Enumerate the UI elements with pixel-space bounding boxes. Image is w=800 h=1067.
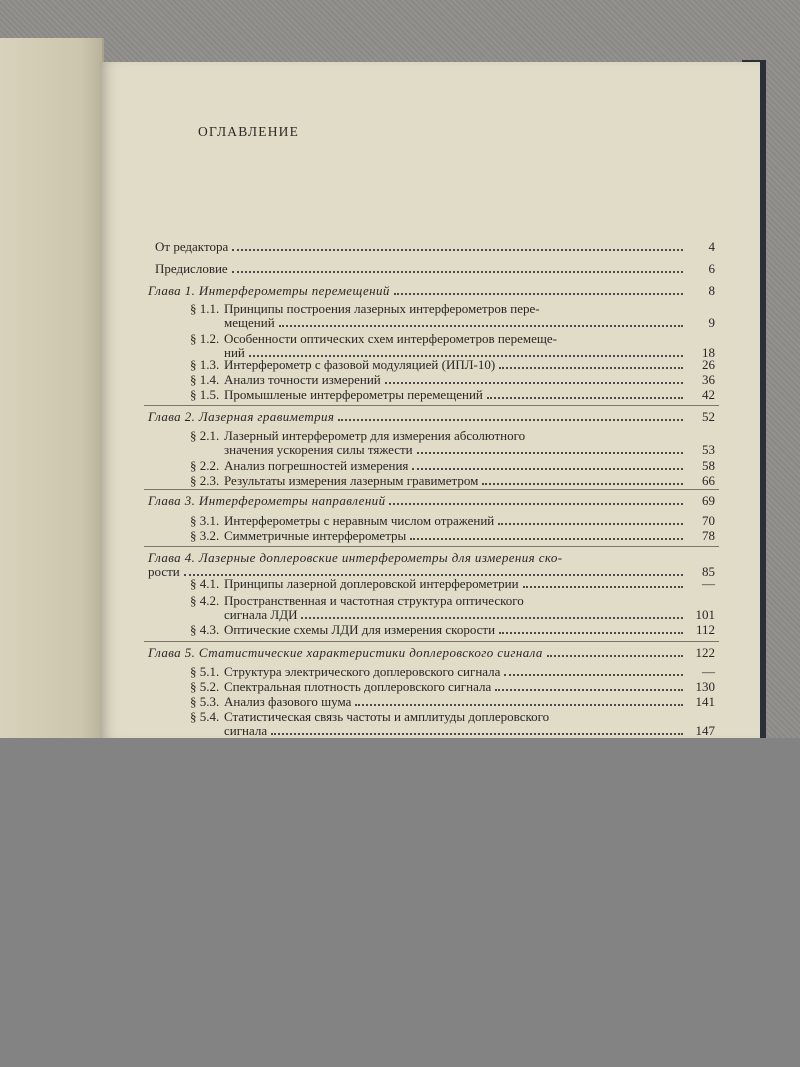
page-title: ОГЛАВЛЕНИЕ: [198, 124, 300, 139]
page-number: 112: [695, 622, 715, 637]
page-number: 53: [702, 442, 715, 457]
page-number: 70: [702, 513, 715, 528]
section-title: Оптические схемы ЛДИ для измерения скорости: [224, 622, 496, 637]
section-number: § 1.1.: [190, 301, 220, 316]
toc-chapter-row: [148, 646, 715, 660]
toc-section-row: [190, 665, 715, 679]
section-title: Симметричные интерферометры: [224, 528, 407, 543]
dot-leader: [385, 381, 683, 384]
section-title: Анализ фазового шума: [224, 694, 352, 709]
chapter-title: Глава 4. Лазерные доплеровские интерферометры для измерения ско-: [148, 550, 563, 565]
section-title: Промышленые интерферометры перемещений: [224, 387, 483, 402]
chapter-title: Глава 1. Интерферометры перемещений: [148, 283, 390, 298]
toc-entry-line: [190, 332, 557, 346]
book-page: [100, 62, 760, 740]
dot-leader: [498, 522, 683, 525]
toc-section-row: [155, 262, 715, 276]
toc-section-row: [224, 316, 715, 330]
section-title: Статистическая связь частоты и амплитуды доплеровского: [224, 709, 550, 724]
toc-section-row: [224, 608, 715, 622]
dot-leader: [271, 732, 683, 735]
page-number: 9: [708, 315, 715, 330]
dot-leader: [523, 585, 683, 588]
section-number: § 2.3.: [190, 473, 220, 488]
section-divider: [144, 405, 719, 406]
page-number: 122: [695, 645, 715, 660]
dot-leader: [487, 396, 683, 399]
section-title: Предисловие: [155, 261, 228, 276]
dot-leader: [499, 366, 683, 369]
section-title: Спектральная плотность доплеровского сигнала: [224, 679, 492, 694]
section-title: Интерферометр с фазовой модуляцией (ИПЛ-10): [224, 357, 496, 372]
section-number: § 5.4.: [190, 709, 220, 724]
section-number: § 5.2.: [190, 679, 220, 694]
page-number: 141: [695, 694, 715, 709]
section-title: Особенности оптических схем интерферометров перемеще-: [224, 331, 557, 346]
page-number: —: [702, 576, 715, 591]
section-number: § 1.2.: [190, 331, 220, 346]
toc-section-row: [190, 459, 715, 473]
chapter-title: Глава 5. Статистические характеристики доплеровского сигнала: [148, 645, 543, 660]
dot-leader: [410, 537, 683, 540]
entry-continuation: рости: [148, 564, 180, 579]
dot-leader: [499, 631, 683, 634]
toc-section-row: [190, 373, 715, 387]
dot-leader: [389, 502, 683, 505]
section-number: § 4.3.: [190, 622, 220, 637]
entry-continuation: ний: [224, 345, 245, 360]
section-number: § 1.3.: [190, 357, 220, 372]
section-number: § 5.3.: [190, 694, 220, 709]
dot-leader: [301, 616, 683, 619]
toc-section-row: [190, 623, 715, 637]
toc-section-row: [224, 724, 715, 738]
page-number: 52: [702, 409, 715, 424]
section-title: Интерферометры с неравным числом отражений: [224, 513, 495, 528]
page-number: 42: [702, 387, 715, 402]
section-number: § 4.2.: [190, 593, 220, 608]
section-divider: [144, 641, 719, 642]
page-number: 58: [702, 458, 715, 473]
section-title: Результаты измерения лазерным гравиметром: [224, 473, 479, 488]
dot-leader: [482, 482, 683, 485]
toc-section-row: [190, 358, 715, 372]
section-number: § 4.1.: [190, 576, 220, 591]
toc-entry-line: [190, 710, 549, 724]
page-number: 69: [702, 493, 715, 508]
section-number: § 2.2.: [190, 458, 220, 473]
section-number: § 3.2.: [190, 528, 220, 543]
toc-section-row: [190, 577, 715, 591]
entry-continuation: сигнала: [224, 723, 268, 738]
toc-entry-line: [190, 302, 540, 316]
entry-continuation: значения ускорения силы тяжести: [224, 442, 413, 457]
dot-leader: [338, 418, 683, 421]
entry-continuation: мещений: [224, 315, 275, 330]
toc-section-row: [155, 240, 715, 254]
section-number: § 5.1.: [190, 664, 220, 679]
section-divider: [144, 489, 719, 490]
toc-section-row: [224, 443, 715, 457]
page-number: 147: [695, 723, 715, 738]
section-title: Структура электрического доплеровского сигнала: [224, 664, 501, 679]
toc-section-row: [190, 529, 715, 543]
section-number: § 1.5.: [190, 387, 220, 402]
section-title: От редактора: [155, 239, 229, 254]
toc-section-row: [190, 514, 715, 528]
page-number: 4: [708, 239, 715, 254]
dot-leader: [279, 324, 683, 327]
section-title: Анализ погрешностей измерения: [224, 458, 409, 473]
dot-leader: [232, 248, 683, 251]
page-number: 130: [695, 679, 715, 694]
toc-entry-line: [148, 551, 563, 565]
section-divider: [144, 546, 719, 547]
toc-section-row: [190, 388, 715, 402]
page-number: 8: [708, 283, 715, 298]
dot-leader: [547, 654, 683, 657]
toc-entry-line: [190, 594, 524, 608]
page-number: 36: [702, 372, 715, 387]
section-number: § 1.4.: [190, 372, 220, 387]
page-number: —: [702, 664, 715, 679]
page-number: 101: [695, 607, 715, 622]
dot-leader: [355, 703, 683, 706]
section-title: Пространственная и частотная структура оптического: [224, 593, 524, 608]
page-number: 78: [702, 528, 715, 543]
toc-section-row: [190, 474, 715, 488]
toc-chapter-row: [148, 494, 715, 508]
section-title: Принципы лазерной доплеровской интерферометрии: [224, 576, 519, 591]
section-title: Лазерный интерферометр для измерения абсолютного: [224, 428, 526, 443]
page-number: 26: [702, 357, 715, 372]
toc-section-row: [190, 695, 715, 709]
page-number: 66: [702, 473, 715, 488]
dot-leader: [232, 270, 683, 273]
toc-chapter-row: [148, 284, 715, 298]
dot-leader: [495, 688, 683, 691]
left-page-edge: [0, 38, 104, 738]
dot-leader: [412, 467, 683, 470]
page-number: 85: [702, 564, 715, 579]
section-title: Анализ точности измерений: [224, 372, 381, 387]
chapter-title: Глава 3. Интерферометры направлений: [148, 493, 386, 508]
section-title: Принципы построения лазерных интерферометров пере-: [224, 301, 540, 316]
page-number: 18: [702, 345, 715, 360]
toc-entry-line: [190, 429, 525, 443]
dot-leader: [504, 673, 683, 676]
chapter-title: Глава 2. Лазерная гравиметрия: [148, 409, 335, 424]
section-number: § 2.1.: [190, 428, 220, 443]
toc-section-row: [190, 680, 715, 694]
entry-continuation: сигнала ЛДИ: [224, 607, 298, 622]
page-number: 6: [708, 261, 715, 276]
dot-leader: [417, 451, 683, 454]
dot-leader: [394, 292, 683, 295]
gray-redaction-area: [0, 738, 800, 1067]
toc-chapter-row: [148, 410, 715, 424]
section-number: § 3.1.: [190, 513, 220, 528]
